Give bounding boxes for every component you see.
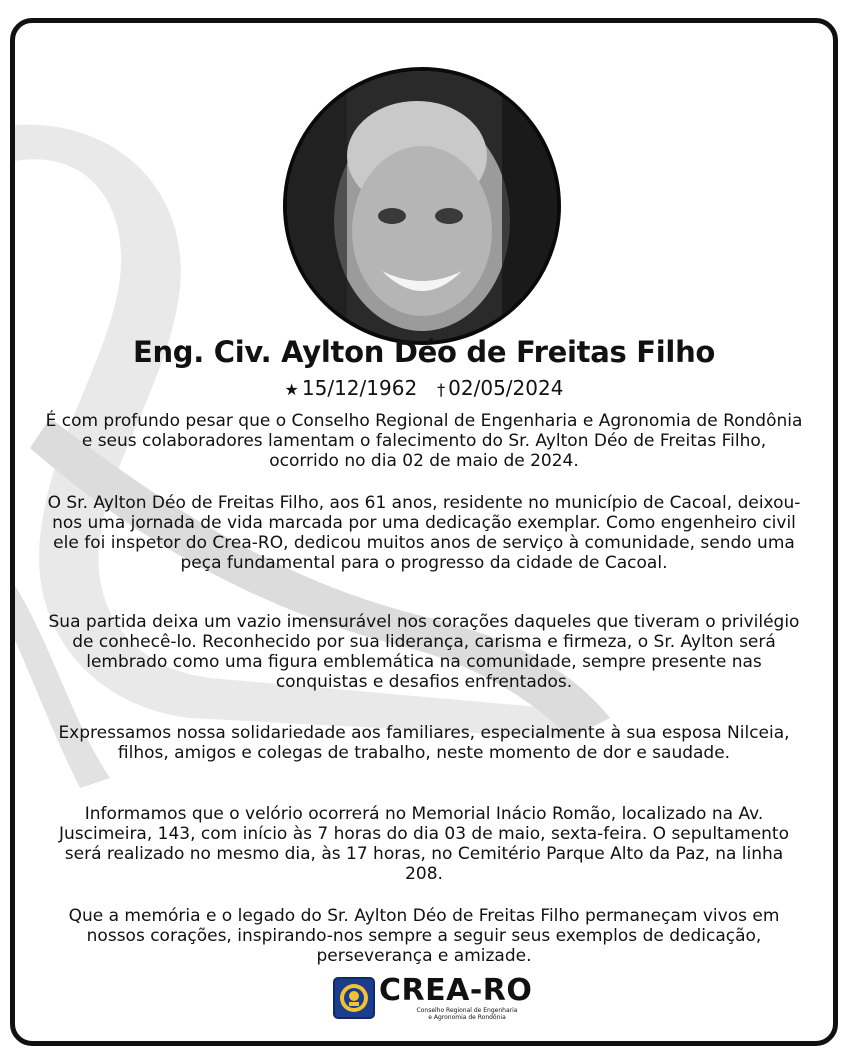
crea-seal-icon: [333, 977, 375, 1019]
portrait-photo: [283, 67, 561, 345]
logo-subtitle: [401, 1007, 533, 1021]
crea-ro-logo: [333, 973, 533, 1025]
paragraph-biography: O Sr. Aylton Déo de Freitas Filho, aos 61 anos, residente no município de Cacoal, deixou-nos uma jornada de vida marcada por uma dedicação exemplar. Como engenheiro civil ele foi inspetor do Crea-RO, dedicou muitos anos de serviço à comunidade, sendo uma peça fundamental para o progresso da cidade de Cacoal.: [47, 493, 801, 573]
paragraph-funeral-info: Informamos que o velório ocorrerá no Memorial Inácio Romão, localizado na Av. Juscimeira, 143, com início às 7 horas do dia 03 de maio, sexta-feira. O sepultamento será realizado no mesmo dia, às 17 horas, no Cemitério Parque Alto da Paz, na linha 208.: [58, 804, 789, 884]
paragraph-announcement: É com profundo pesar que o Conselho Regional de Engenharia e Agronomia de Rondônia e seus colaboradores lamentam o falecimento do Sr. Aylton Déo de Freitas Filho, ocorrido no dia 02 de maio de 2024.: [45, 411, 803, 471]
life-dates: [15, 376, 833, 400]
star-icon: ★: [284, 380, 299, 399]
logo-subtitle-line-1: Conselho Regional de Engenharia: [416, 1007, 518, 1014]
cross-icon: †: [437, 380, 446, 399]
birth-date: 15/12/1962: [301, 376, 418, 400]
paragraph-closing: Que a memória e o legado do Sr. Aylton Déo de Freitas Filho permaneçam vivos em nossos corações, inspirando-nos sempre a seguir seus exemplos de dedicação, perseverança e amizade.: [68, 906, 780, 966]
logo-subtitle-line-2: e Agronomia de Rondônia: [428, 1014, 506, 1021]
logo-name: CREA-RO: [379, 973, 533, 1008]
memorial-card: [10, 18, 838, 1046]
death-date: 02/05/2024: [448, 376, 564, 400]
paragraph-tribute: Sua partida deixa um vazio imensurável nos corações daqueles que tiveram o privilégio de conhecê-lo. Reconhecido por sua liderança, carisma e firmeza, o Sr. Aylton será lembrado como uma figura emblemática na comunidade, sempre presente nas conquistas e desafios enfrentados.: [48, 612, 800, 692]
person-name: Eng. Civ. Aylton Déo de Freitas Filho: [132, 335, 716, 369]
paragraph-condolences: Expressamos nossa solidariedade aos familiares, especialmente à sua esposa Nilceia, filhos, amigos e colegas de trabalho, neste momento de dor e saudade.: [58, 723, 790, 763]
